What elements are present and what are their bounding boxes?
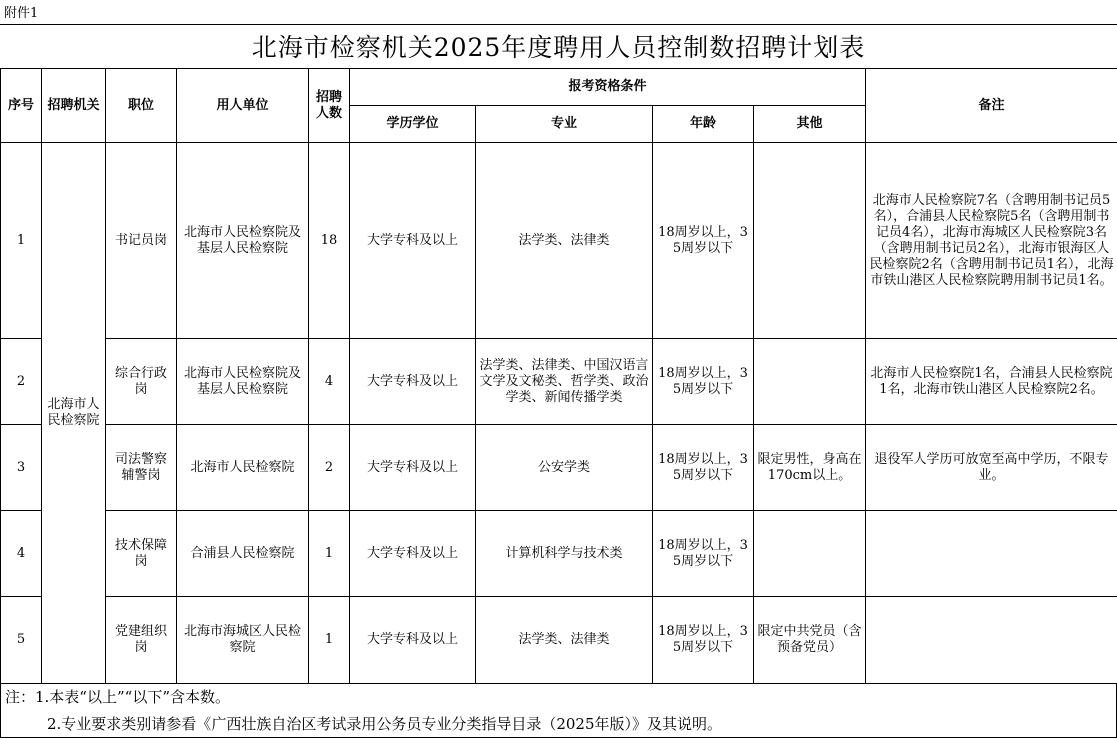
cell-major: 法学类、法律类 (476, 143, 653, 339)
table-row (1, 143, 1117, 339)
cell-remark (866, 597, 1117, 684)
table-row (1, 339, 1117, 425)
cell-unit: 合浦县人民检察院 (177, 511, 309, 597)
cell-unit: 北海市海城区人民检察院 (177, 597, 309, 684)
header-other: 其他 (754, 106, 866, 143)
cell-position: 党建组织岗 (106, 597, 177, 684)
cell-education: 大学专科及以上 (350, 597, 476, 684)
cell-position: 技术保障岗 (106, 511, 177, 597)
cell-unit: 北海市人民检察院及基层人民检察院 (177, 339, 309, 425)
header-major: 专业 (476, 106, 653, 143)
table-row (1, 597, 1117, 684)
cell-seq: 4 (1, 511, 42, 597)
header-count: 招聘人数 (309, 69, 350, 143)
cell-major: 法学类、法律类、中国汉语言文学及文秘类、哲学类、政治学类、新闻传播学类 (476, 339, 653, 425)
cell-remark: 北海市人民检察院1名，合浦县人民检察院1名，北海市铁山港区人民检察院2名。 (866, 339, 1117, 425)
cell-seq: 2 (1, 339, 42, 425)
table-row (1, 511, 1117, 597)
cell-remark: 退役军人学历可放宽至高中学历，不限专业。 (866, 425, 1117, 511)
header-age: 年龄 (653, 106, 754, 143)
cell-age: 18周岁以上，35周岁以下 (653, 597, 754, 684)
cell-org: 北海市人民检察院 (42, 143, 106, 684)
header-seq: 序号 (1, 69, 42, 143)
cell-position: 书记员岗 (106, 143, 177, 339)
cell-education: 大学专科及以上 (350, 425, 476, 511)
cell-count: 1 (309, 511, 350, 597)
cell-other (754, 339, 866, 425)
header-row (1, 69, 1117, 106)
cell-other: 限定男性，身高在170cm以上。 (754, 425, 866, 511)
header-qualification: 报考资格条件 (350, 69, 866, 106)
header-education: 学历学位 (350, 106, 476, 143)
cell-unit: 北海市人民检察院及基层人民检察院 (177, 143, 309, 339)
cell-unit: 北海市人民检察院 (177, 425, 309, 511)
cell-age: 18周岁以上，35周岁以下 (653, 425, 754, 511)
header-remark: 备注 (866, 69, 1117, 143)
recruitment-plan-table (0, 68, 1117, 684)
cell-education: 大学专科及以上 (350, 339, 476, 425)
cell-count: 18 (309, 143, 350, 339)
cell-age: 18周岁以上，35周岁以下 (653, 143, 754, 339)
cell-age: 18周岁以上，35周岁以下 (653, 339, 754, 425)
cell-major: 公安学类 (476, 425, 653, 511)
cell-count: 2 (309, 425, 350, 511)
cell-age: 18周岁以上，35周岁以下 (653, 511, 754, 597)
page-title: 北海市检察机关2025年度聘用人员控制数招聘计划表 (0, 24, 1117, 69)
note-line-1: 注：1.本表“以上”“以下”含本数。 (5, 688, 230, 706)
cell-major: 法学类、法律类 (476, 597, 653, 684)
cell-other (754, 143, 866, 339)
cell-count: 1 (309, 597, 350, 684)
cell-remark (866, 511, 1117, 597)
cell-count: 4 (309, 339, 350, 425)
attachment-label: 附件1 (4, 6, 39, 21)
cell-position: 综合行政岗 (106, 339, 177, 425)
header-org: 招聘机关 (42, 69, 106, 143)
cell-education: 大学专科及以上 (350, 511, 476, 597)
cell-other (754, 511, 866, 597)
notes-box (0, 683, 1117, 738)
header-position: 职位 (106, 69, 177, 143)
note-line-2: 2.专业要求类别请参看《广西壮族自治区考试录用公务员专业分类指导目录（2025年版）》及其说明。 (47, 715, 722, 733)
cell-education: 大学专科及以上 (350, 143, 476, 339)
cell-other: 限定中共党员（含预备党员） (754, 597, 866, 684)
cell-seq: 1 (1, 143, 42, 339)
cell-seq: 3 (1, 425, 42, 511)
cell-seq: 5 (1, 597, 42, 684)
cell-position: 司法警察辅警岗 (106, 425, 177, 511)
cell-remark: 北海市人民检察院7名（含聘用制书记员5名），合浦县人民检察院5名（含聘用制书记员4名），北海市海城区人民检察院3名（含聘用制书记员2名），北海市银海区人民检察院2名（含聘用制书记员1名），北海市铁山港区人民检察院聘用制书记员1名。 (866, 143, 1117, 339)
cell-major: 计算机科学与技术类 (476, 511, 653, 597)
table-row (1, 425, 1117, 511)
header-unit: 用人单位 (177, 69, 309, 143)
